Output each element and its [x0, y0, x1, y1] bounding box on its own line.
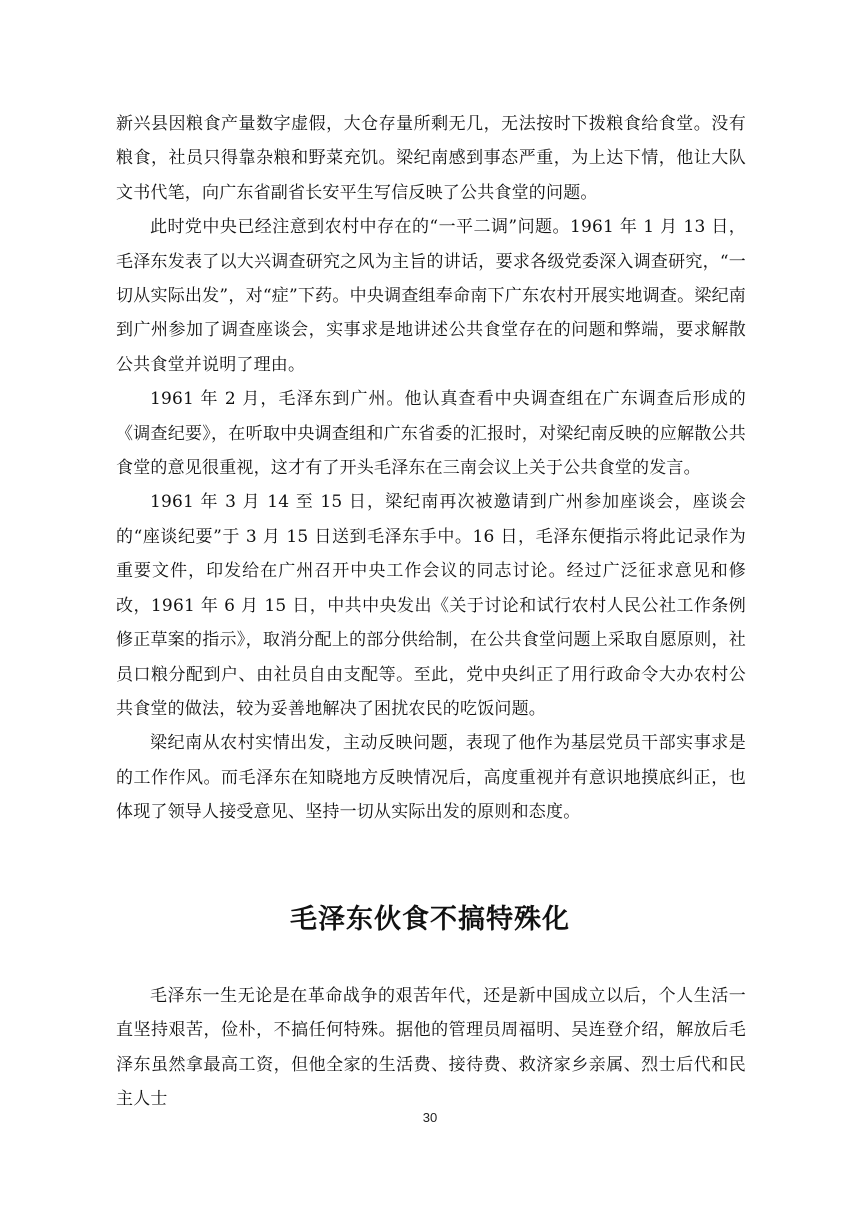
section-title: 毛泽东伙食不搞特殊化	[290, 904, 570, 935]
body-text-bottom	[116, 979, 746, 1117]
paragraph-4: 1961 年 3 月 14 至 15 日，梁纪南再次被邀请到广州参加座谈会，座谈会的“座谈纪要”于 3 月 15 日送到毛泽东手中。16 日，毛泽东便指示将此记录作为重要文件，印发给在广州召开中央工作会议的同志讨论。经过广泛征求意见和修改，1961 年 6 月 15 日，中共中央发出《关于讨论和试行农村人民公社工作条例修正草案的指示》，取消分配上的部分供给制，在公共食堂问题上采取自愿原则，社员口粮分配到户、由社员自由支配等。至此，党中央纠正了用行政命令大办农村公共食堂的做法，较为妥善地解决了困扰农民的吃饭问题。	[116, 492, 746, 719]
paragraph-1: 新兴县因粮食产量数字虚假，大仓存量所剩无几，无法按时下拨粮食给食堂。没有粮食，社员只得靠杂粮和野菜充饥。梁纪南感到事态严重，为上达下情，他让大队文书代笔，向广东省副省长安平生写信反映了公共食堂的问题。	[116, 114, 746, 203]
paragraph-3: 1961 年 2 月，毛泽东到广州。他认真查看中央调查组在广东调查后形成的《调查纪要》，在听取中央调查组和广东省委的汇报时，对梁纪南反映的应解散公共食堂的意见很重视，这才有了开头毛泽东在三南会议上关于公共食堂的发言。	[116, 389, 746, 479]
paragraph-6: 毛泽东一生无论是在革命战争的艰苦年代，还是新中国成立以后，个人生活一直坚持艰苦，俭朴，不搞任何特殊。据他的管理员周福明、吴连登介绍，解放后毛泽东虽然拿最高工资，但他全家的生活费、接待费、救济家乡亲属、烈士后代和民主人士	[116, 986, 746, 1110]
page-number: 30	[422, 1110, 438, 1125]
paragraph-5: 梁纪南从农村实情出发，主动反映问题，表现了他作为基层党员干部实事求是的工作作风。而毛泽东在知晓地方反映情况后，高度重视并有意识地摸底纠正，也体现了领导人接受意见、坚持一切从实际出发的原则和态度。	[116, 733, 746, 823]
paragraph-2: 此时党中央已经注意到农村中存在的“一平二调”问题。1961 年 1 月 13 日，毛泽东发表了以大兴调查研究之风为主旨的讲话，要求各级党委深入调查研究，“一切从实际出发”，对“症”下药。中央调查组奉命南下广东农村开展实地调查。梁纪南到广州参加了调查座谈会，实事求是地讲述公共食堂存在的问题和弊端，要求解散公共食堂并说明了理由。	[116, 217, 746, 375]
body-text-top	[116, 107, 746, 830]
